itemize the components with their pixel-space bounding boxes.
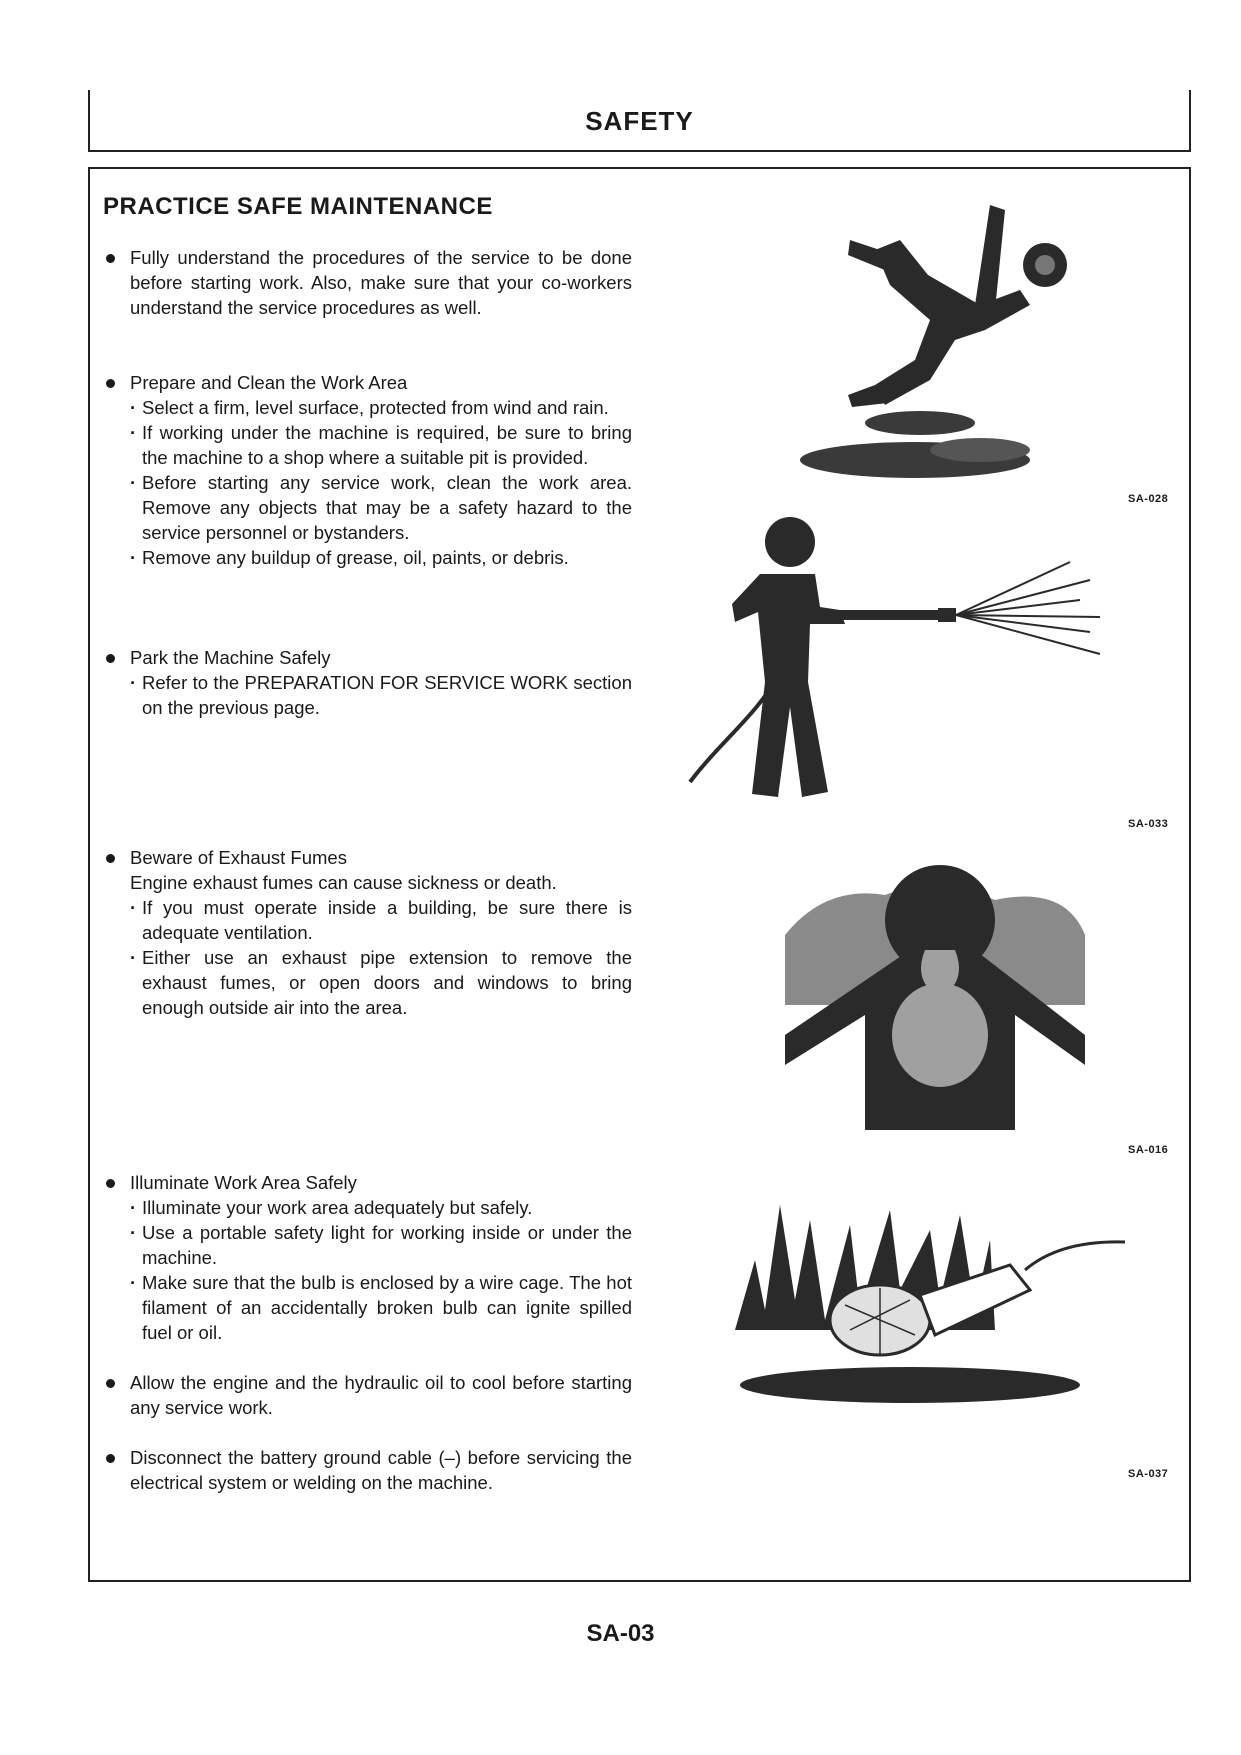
list-item: [102, 1170, 632, 1345]
item-heading: Park the Machine Safely: [130, 647, 331, 668]
item-heading: Prepare and Clean the Work Area: [130, 372, 408, 393]
bullet-icon: [106, 379, 115, 388]
bullet-icon: [106, 254, 115, 263]
section-title: PRACTICE SAFE MAINTENANCE: [103, 193, 493, 220]
item-text: Allow the engine and the hydraulic oil to cool before starting any service work.: [130, 1372, 632, 1418]
figure-code: SA-033: [1128, 818, 1169, 830]
sub-item: · Use a portable safety light for working inside or under the machine.: [130, 1220, 632, 1270]
sub-item: · Remove any buildup of grease, oil, paints, or debris.: [130, 545, 632, 570]
page-number: SA-03: [586, 1620, 655, 1647]
item-text: Engine exhaust fumes can cause sickness or death.: [130, 872, 557, 893]
item-text: Disconnect the battery ground cable (–) before servicing the electrical system or welding on the machine.: [130, 1447, 632, 1493]
pressure-washer-person-icon: [680, 512, 1110, 812]
sub-item: · Make sure that the bulb is enclosed by a wire cage. The hot filament of an accidentally broken bulb can ignite spilled fuel or oil.: [130, 1270, 632, 1345]
bullet-icon: [106, 1379, 115, 1388]
broken-bulb-fire-icon: [730, 1200, 1130, 1410]
sub-item: · If working under the machine is required, be sure to bring the machine to a shop where a suitable pit is provided.: [130, 420, 632, 470]
bullet-icon: [106, 1179, 115, 1188]
slipping-person-icon: [780, 195, 1080, 495]
item-text: Fully understand the procedures of the service to be done before starting work. Also, make sure that your co-workers understand the service procedures as well.: [130, 247, 632, 318]
sub-item: · Select a firm, level surface, protected from wind and rain.: [130, 395, 632, 420]
header-box: [88, 90, 1191, 152]
list-item: [102, 245, 632, 320]
item-heading: Beware of Exhaust Fumes: [130, 847, 347, 868]
bullet-icon: [106, 854, 115, 863]
figure-code: SA-028: [1128, 493, 1169, 505]
list-item: [102, 1445, 632, 1495]
sub-item: · Refer to the PREPARATION FOR SERVICE WORK section on the previous page.: [130, 670, 632, 720]
list-item: [102, 370, 632, 570]
figure-code: SA-016: [1128, 1144, 1169, 1156]
sub-item: · Illuminate your work area adequately but safely.: [130, 1195, 632, 1220]
exhaust-fumes-person-icon: [775, 855, 1095, 1135]
figure-code: SA-037: [1128, 1468, 1169, 1480]
bullet-icon: [106, 654, 115, 663]
item-heading: Illuminate Work Area Safely: [130, 1172, 357, 1193]
sub-item: · If you must operate inside a building, be sure there is adequate ventilation.: [130, 895, 632, 945]
sub-item: · Either use an exhaust pipe extension to remove the exhaust fumes, or open doors and windows to bring enough outside air into the area.: [130, 945, 632, 1020]
bullet-icon: [106, 1454, 115, 1463]
sub-item: · Before starting any service work, clean the work area. Remove any objects that may be a safety hazard to the service personnel or bystanders.: [130, 470, 632, 545]
page-header-title: SAFETY: [585, 106, 694, 136]
list-item: [102, 1370, 632, 1420]
list-item: [102, 845, 632, 1020]
list-item: [102, 645, 632, 720]
